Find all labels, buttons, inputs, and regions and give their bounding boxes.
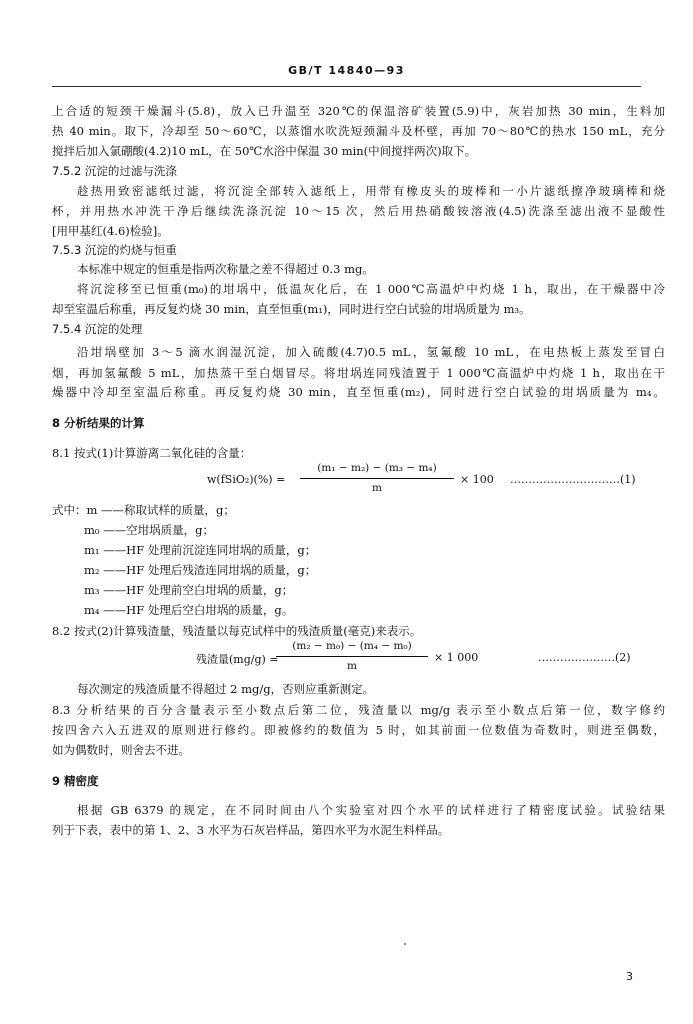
scan-speck (404, 943, 406, 945)
formula-1-multiplier: × 100 (460, 473, 494, 486)
paragraph-7-5-4-line-3: 燥器中冷却至室温后称重。再反复灼烧 30 min，直至恒重(m₂)，同时进行空白试验的坩埚质量为 m₄。 (52, 385, 665, 399)
variable-definition-m3: m₃ ——HF 处理前空白坩埚的质量，g； (84, 583, 294, 597)
paragraph-7-5-1-line-3: 搅拌后加入氯硼酸(4.2)10 mL，在 50℃水浴中保温 30 min(中间搅拌两次)取下。 (52, 144, 477, 158)
paragraph-8-1: 8.1 按式(1)计算游离二氧化硅的含量： (52, 446, 252, 460)
heading-7-5-3: 7.5.3 沉淀的灼烧与恒重 (52, 243, 177, 257)
paragraph-7-5-1-line-1: 上合适的短颈干燥漏斗(5.8)，放入已升温至 320℃的保温溶矿装置(5.9)中，灰岩加热 30 min，生料加 (52, 104, 665, 118)
formula-2-number: …………………(2) (538, 651, 631, 664)
paragraph-7-5-2-line-2: 杯，并用热水冲洗干净后继续洗涤沉淀 10～15 次，然后用热硝酸铵溶液(4.5)洗涤至滤出液不显酸性 (52, 204, 665, 218)
paragraph-7-5-4-line-2: 烟，再加氢氟酸 5 mL，加热蒸干至白烟冒尽。将坩埚连同残渣置于 1 000℃高温炉中灼烧 1 h，取出在干 (52, 366, 665, 380)
formula-2-fraction-bar (276, 656, 428, 657)
paragraph-7-5-3-line-3: 却至室温后称重，再反复灼烧 30 min，直至恒重(m₁)，同时进行空白试验的坩埚质量为 m₃。 (52, 302, 531, 316)
variable-definition-m: 式中：m ——称取试样的质量，g； (52, 503, 235, 517)
formula-1-fraction-bar (300, 478, 454, 479)
formula-2-numerator: (m₂ − m₀) − (m₄ − m₀) (292, 640, 412, 652)
paragraph-8-3-line-1: 8.3 分析结果的百分含量表示至小数点后第二位，残渣量以 mg/g 表示至小数点后第一位，数字修约 (52, 703, 665, 717)
formula-2-denominator: m (347, 660, 357, 672)
formula-1-denominator: m (372, 482, 382, 494)
variable-definition-m0: m₀ ——空坩埚质量，g； (84, 523, 215, 537)
paragraph-7-5-4-line-1: 沿坩埚壁加 3～5 滴水润湿沉淀，加入硫酸(4.7)0.5 mL，氢氟酸 10 mL，在电热板上蒸发至冒白 (77, 345, 665, 359)
paragraph-7-5-3-line-2: 将沉淀移至已恒重(m₀)的坩埚中，低温灰化后，在 1 000℃高温炉中灼烧 1 h，取出，在干燥器中冷 (77, 282, 665, 296)
header-rule (52, 86, 641, 87)
paragraph-7-5-3-line-1: 本标准中规定的恒重是指两次称量之差不得超过 0.3 mg。 (77, 262, 374, 276)
formula-1-lhs: w(fSiO₂)(%) = (207, 473, 286, 486)
heading-8: 8 分析结果的计算 (52, 416, 145, 430)
formula-1-numerator: (m₁ − m₂) − (m₃ − m₄) (317, 462, 437, 474)
paragraph-8-2: 8.2 按式(2)计算残渣量，残渣量以每克试样中的残渣质量(毫克)来表示。 (52, 624, 422, 638)
page-header: GB/T 14840—93 (288, 64, 405, 77)
heading-9: 9 精密度 (52, 774, 99, 788)
paragraph-8-3-line-3: 如为偶数时，则舍去不进。 (52, 743, 190, 757)
variable-definition-m1: m₁ ——HF 处理前沉淀连同坩埚的质量，g； (84, 543, 317, 557)
variable-definition-m4: m₄ ——HF 处理后空白坩埚的质量，g。 (84, 603, 294, 617)
paragraph-8-2-note: 每次测定的残渣质量不得超过 2 mg/g，否则应重新测定。 (77, 682, 375, 696)
paragraph-7-5-2-line-1: 趁热用致密滤纸过滤，将沉淀全部转入滤纸上，用带有橡皮头的玻棒和一小片滤纸擦净玻璃棒和烧 (77, 184, 665, 198)
formula-2-multiplier: × 1 000 (434, 651, 479, 664)
heading-7-5-4: 7.5.4 沉淀的处理 (52, 322, 143, 336)
variable-definition-m2: m₂ ——HF 处理后残渣连同坩埚的质量，g； (84, 563, 317, 577)
heading-7-5-2: 7.5.2 沉淀的过滤与洗涤 (52, 164, 177, 178)
paragraph-9-line-1: 根据 GB 6379 的规定，在不同时间由八个实验室对四个水平的试样进行了精密度试验。试验结果 (77, 803, 665, 817)
paragraph-7-5-2-line-3: [用甲基红(4.6)检验]。 (52, 224, 169, 238)
paragraph-7-5-1-line-2: 热 40 min。取下，冷却至 50～60℃，以蒸馏水吹洗短颈漏斗及杯壁，再加 70～80℃的热水 150 mL，充分 (52, 124, 665, 138)
formula-1-number: …………………………(1) (510, 473, 636, 486)
paragraph-8-3-line-2: 按四舍六入五进双的原则进行修约。即被修约的数值为 5 时，如其前面一位数值为奇数时，则进至偶数， (52, 723, 665, 737)
formula-2-lhs: 残渣量(mg/g) = (196, 653, 279, 666)
page-number: 3 (626, 970, 633, 983)
paragraph-9-line-2: 列于下表，表中的第 1、2、3 水平为石灰岩样品，第四水平为水泥生料样品。 (52, 823, 450, 837)
